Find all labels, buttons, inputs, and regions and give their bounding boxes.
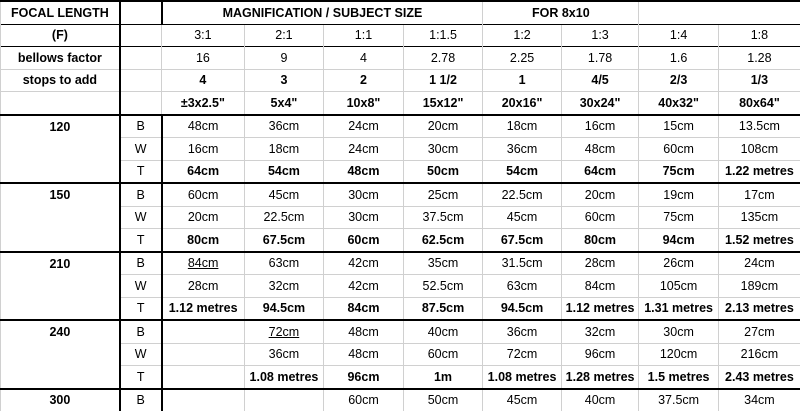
value-cell: 75cm [639,206,719,229]
value-cell: 1.12 metres [561,297,639,320]
value-cell: 40cm [561,389,639,411]
header-stops-cell: 3 [244,69,324,92]
header-ratio-cell: 1:1 [324,24,404,47]
table-row [1,275,800,298]
focal-length-cell: 240 [1,320,120,343]
value-cell: 45cm [483,206,562,229]
row-type-cell: T [120,366,162,389]
header-subject-cell: ±3x2.5" [162,92,245,115]
header-ratio-cell: 1:1.5 [403,24,483,47]
focal-length-cell: 300 [1,389,120,411]
value-cell: 189cm [718,275,800,298]
header-stops-cell: 4/5 [561,69,639,92]
f-header: (F) [1,24,120,47]
value-cell: 27cm [718,320,800,343]
value-cell: 60cm [561,206,639,229]
table-row [1,252,800,275]
value-cell: 67.5cm [483,229,562,252]
value-cell: 64cm [561,160,639,183]
value-cell: 13.5cm [718,115,800,138]
value-cell: 31.5cm [483,252,562,275]
value-cell: 19cm [639,183,719,206]
table-row [1,160,800,183]
header-ratio-cell: 1:3 [561,24,639,47]
header-subject-cell: 5x4" [244,92,324,115]
value-cell: 1.22 metres [718,160,800,183]
value-cell: 60cm [324,389,404,411]
header-row-stops [1,69,800,92]
value-cell: 37.5cm [403,206,483,229]
value-cell: 24cm [324,138,404,161]
row-type-cell: W [120,343,162,366]
value-cell: 48cm [324,320,404,343]
value-cell: 32cm [561,320,639,343]
table-row [1,297,800,320]
table-row [1,229,800,252]
value-cell: 62.5cm [403,229,483,252]
value-cell: 1.08 metres [483,366,562,389]
value-cell: 96cm [561,343,639,366]
row-type-cell: T [120,160,162,183]
header-ratio-cell: 2:1 [244,24,324,47]
header-bellows-cell: 16 [162,47,245,70]
value-cell: 42cm [324,275,404,298]
value-cell: 36cm [244,115,324,138]
row-type-cell: W [120,138,162,161]
row-type-cell: W [120,206,162,229]
value-cell: 60cm [324,229,404,252]
value-cell: 84cm [561,275,639,298]
value-cell: 22.5cm [483,183,562,206]
table-body [1,1,800,411]
table-row [1,183,800,206]
header-bellows-cell: 2.25 [483,47,562,70]
value-cell: 67.5cm [244,229,324,252]
header-subject-cell: 80x64" [718,92,800,115]
value-cell: 35cm [403,252,483,275]
header-subject-cell: 10x8" [324,92,404,115]
value-cell: 34cm [718,389,800,411]
header-stops-cell: 1 [483,69,562,92]
header-subject-cell: 40x32" [639,92,719,115]
value-cell: 60cm [639,138,719,161]
bellows-factor-label: bellows factor [1,47,120,70]
focal-length-header: FOCAL LENGTH [1,1,120,24]
value-cell: 36cm [483,138,562,161]
value-cell: 40cm [403,320,483,343]
value-cell: 20cm [403,115,483,138]
value-cell: 63cm [483,275,562,298]
row-type-cell: B [120,252,162,275]
header-row-ratio [1,24,800,47]
row-type-cell: B [120,389,162,411]
header-bellows-cell: 1.28 [718,47,800,70]
value-cell: 20cm [561,183,639,206]
value-cell: 54cm [244,160,324,183]
value-cell: 15cm [639,115,719,138]
value-cell: 24cm [324,115,404,138]
table-row [1,138,800,161]
header-stops-cell: 1 1/2 [403,69,483,92]
value-cell: 48cm [561,138,639,161]
header-row-title [1,1,800,24]
row-type-cell: B [120,183,162,206]
value-cell: 45cm [483,389,562,411]
value-cell: 48cm [324,160,404,183]
header-ratio-cell: 3:1 [162,24,245,47]
value-cell [162,320,245,343]
value-cell: 30cm [324,183,404,206]
value-cell: 54cm [483,160,562,183]
value-cell: 1.5 metres [639,366,719,389]
value-cell: 94cm [639,229,719,252]
value-cell: 22.5cm [244,206,324,229]
value-cell: 2.13 metres [718,297,800,320]
header-subject-cell: 15x12" [403,92,483,115]
focal-length-cell: 150 [1,183,120,206]
table-row [1,320,800,343]
value-cell: 96cm [324,366,404,389]
value-cell: 64cm [162,160,245,183]
value-cell: 75cm [639,160,719,183]
header-subject-cell: 20x16" [483,92,562,115]
focal-length-cell: 120 [1,115,120,138]
value-cell: 80cm [162,229,245,252]
value-cell: 216cm [718,343,800,366]
value-cell: 32cm [244,275,324,298]
focal-length-cell: 210 [1,252,120,275]
header-row-bellows [1,47,800,70]
value-cell: 30cm [639,320,719,343]
table-row [1,366,800,389]
header-ratio-cell: 1:8 [718,24,800,47]
format-header: FOR 8x10 [483,1,639,24]
row-type-cell: B [120,320,162,343]
value-cell: 30cm [324,206,404,229]
value-cell: 1.08 metres [244,366,324,389]
table-row [1,389,800,411]
value-cell: 1.28 metres [561,366,639,389]
row-type-cell: T [120,297,162,320]
value-cell: 16cm [162,138,245,161]
value-cell: 42cm [324,252,404,275]
value-cell: 1.52 metres [718,229,800,252]
header-bellows-cell: 1.6 [639,47,719,70]
table-row [1,115,800,138]
magnification-header: MAGNIFICATION / SUBJECT SIZE [162,1,483,24]
table-row [1,206,800,229]
value-cell: 72cm [244,320,324,343]
value-cell: 63cm [244,252,324,275]
header-stops-cell: 1/3 [718,69,800,92]
value-cell: 94.5cm [483,297,562,320]
row-type-cell: B [120,115,162,138]
value-cell: 72cm [483,343,562,366]
value-cell: 37.5cm [639,389,719,411]
header-bellows-cell: 4 [324,47,404,70]
header-subject-cell: 30x24" [561,92,639,115]
value-cell: 17cm [718,183,800,206]
value-cell: 1.31 metres [639,297,719,320]
value-cell [162,343,245,366]
header-stops-cell: 2 [324,69,404,92]
value-cell: 120cm [639,343,719,366]
value-cell: 108cm [718,138,800,161]
value-cell: 26cm [639,252,719,275]
value-cell: 60cm [403,343,483,366]
header-bellows-cell: 9 [244,47,324,70]
header-stops-cell: 4 [162,69,245,92]
value-cell: 36cm [483,320,562,343]
value-cell: 80cm [561,229,639,252]
value-cell: 48cm [324,343,404,366]
value-cell: 52.5cm [403,275,483,298]
value-cell: 105cm [639,275,719,298]
value-cell [162,389,245,411]
value-cell: 1.12 metres [162,297,245,320]
value-cell: 28cm [162,275,245,298]
value-cell: 50cm [403,160,483,183]
header-stops-cell: 2/3 [639,69,719,92]
table-row [1,343,800,366]
value-cell: 50cm [403,389,483,411]
stops-to-add-label: stops to add [1,69,120,92]
value-cell: 48cm [162,115,245,138]
value-cell [244,389,324,411]
row-type-cell: W [120,275,162,298]
header-bellows-cell: 1.78 [561,47,639,70]
value-cell: 20cm [162,206,245,229]
value-cell: 135cm [718,206,800,229]
value-cell: 94.5cm [244,297,324,320]
value-cell: 30cm [403,138,483,161]
value-cell: 2.43 metres [718,366,800,389]
header-ratio-cell: 1:4 [639,24,719,47]
header-ratio-cell: 1:2 [483,24,562,47]
value-cell: 24cm [718,252,800,275]
value-cell: 84cm [324,297,404,320]
value-cell [162,366,245,389]
value-cell: 60cm [162,183,245,206]
row-type-cell: T [120,229,162,252]
value-cell: 87.5cm [403,297,483,320]
value-cell: 18cm [244,138,324,161]
value-cell: 18cm [483,115,562,138]
value-cell: 1m [403,366,483,389]
value-cell: 25cm [403,183,483,206]
header-row-subject [1,92,800,115]
value-cell: 36cm [244,343,324,366]
value-cell: 84cm [162,252,245,275]
value-cell: 16cm [561,115,639,138]
value-cell: 45cm [244,183,324,206]
value-cell: 28cm [561,252,639,275]
header-bellows-cell: 2.78 [403,47,483,70]
